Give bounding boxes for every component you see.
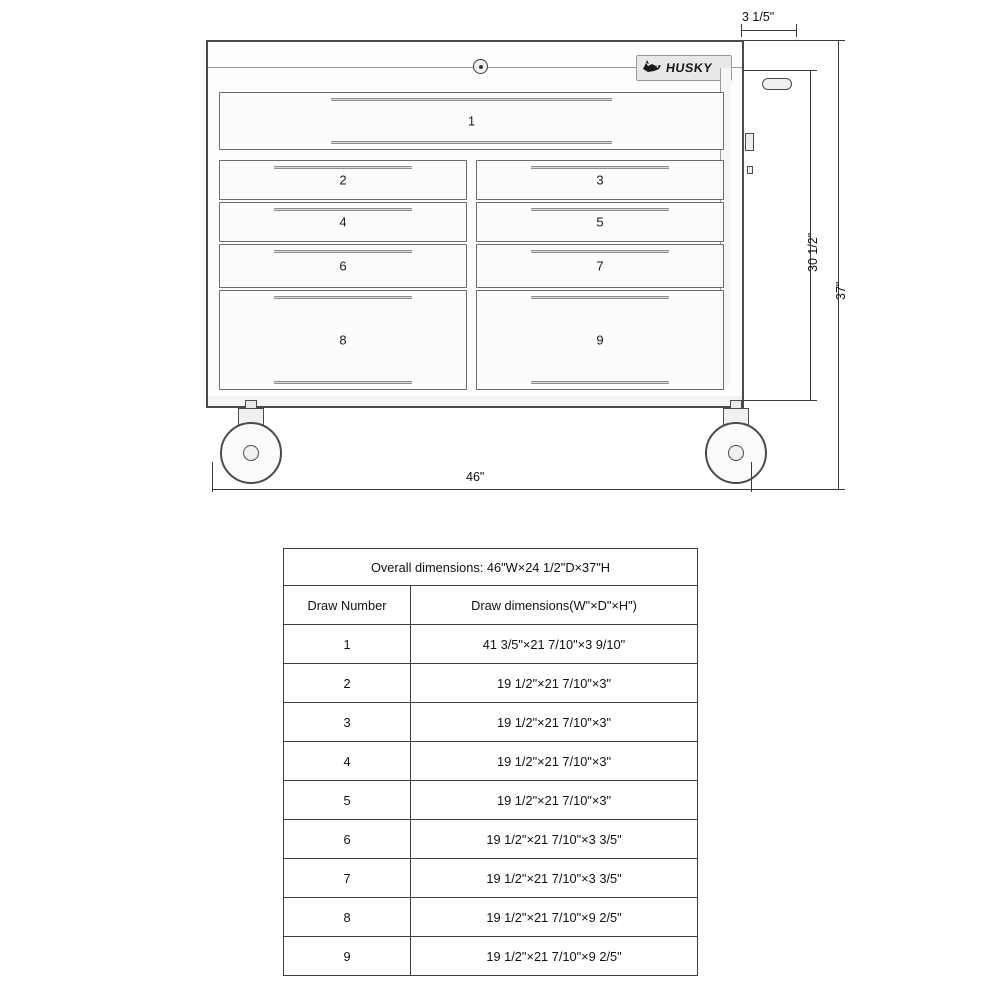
cell-draw-dimensions: 41 3/5"×21 7/10"×3 9/10": [411, 625, 698, 664]
cell-draw-dimensions: 19 1/2"×21 7/10"×3 3/5": [411, 859, 698, 898]
drawer-8[interactable]: [219, 290, 467, 390]
cell-draw-number: 7: [284, 859, 411, 898]
table-row: [284, 937, 698, 976]
table-row: [284, 664, 698, 703]
table-row: [284, 898, 698, 937]
table-row: [284, 781, 698, 820]
ext-line-floor: [752, 489, 838, 490]
cell-draw-number: 1: [284, 625, 411, 664]
ext-line-cabinet-top: [744, 40, 838, 41]
table-row-overall: [284, 549, 698, 586]
drawer-dimensions-table: [283, 548, 698, 976]
cabinet-base-rail: [206, 396, 744, 408]
table-row: [284, 820, 698, 859]
drawer-3-label: 3: [596, 172, 604, 188]
depth-dim-tick-right: [796, 24, 797, 37]
drawer-5-handle-top: [531, 208, 669, 211]
cell-draw-dimensions: 19 1/2"×21 7/10"×9 2/5": [411, 898, 698, 937]
drawer-2-label: 2: [339, 172, 347, 188]
table-row: [284, 625, 698, 664]
drawer-2-handle-top: [274, 166, 412, 169]
depth-dim-tick-left: [741, 24, 742, 37]
body-height-label: 30 1/2": [806, 232, 820, 272]
drawer-6[interactable]: [219, 244, 467, 288]
drawer-2[interactable]: [219, 160, 467, 200]
cell-draw-dimensions: 19 1/2"×21 7/10"×9 2/5": [411, 937, 698, 976]
cell-draw-number: 3: [284, 703, 411, 742]
table-header-row: [284, 586, 698, 625]
header-draw-dimensions: Draw dimensions(W"×D"×H"): [411, 586, 698, 625]
drawer-8-handle-top: [274, 296, 412, 299]
drawer-7[interactable]: [476, 244, 724, 288]
depth-dim-line: [741, 30, 797, 31]
drawer-7-handle-top: [531, 250, 669, 253]
drawer-3[interactable]: [476, 160, 724, 200]
cell-draw-dimensions: 19 1/2"×21 7/10"×3": [411, 742, 698, 781]
table-row: [284, 859, 698, 898]
drawer-stack: [219, 68, 731, 384]
drawer-1[interactable]: [219, 92, 724, 150]
drawer-6-handle-top: [274, 250, 412, 253]
drawer-9-handle-bottom: [531, 381, 669, 384]
caster-left-hub: [243, 445, 259, 461]
side-latch[interactable]: [745, 133, 754, 151]
drawer-4-handle-top: [274, 208, 412, 211]
drawer-1-handle-bottom: [331, 141, 613, 144]
width-tick-left: [212, 462, 213, 492]
drawer-1-handle-top: [331, 98, 613, 101]
ext-line-mid: [744, 400, 810, 401]
drawer-5[interactable]: [476, 202, 724, 242]
drawer-9-label: 9: [596, 332, 604, 348]
drawer-1-label: 1: [467, 113, 476, 129]
cell-draw-number: 6: [284, 820, 411, 859]
total-height-label: 37": [834, 281, 848, 300]
drawer-5-label: 5: [596, 214, 604, 230]
table-row: [284, 742, 698, 781]
drawer-4-label: 4: [339, 214, 347, 230]
cell-draw-dimensions: 19 1/2"×21 7/10"×3": [411, 703, 698, 742]
drawer-8-handle-bottom: [274, 381, 412, 384]
caster-left: [215, 408, 287, 488]
cell-draw-number: 4: [284, 742, 411, 781]
width-tick-right: [751, 462, 752, 492]
cell-draw-number: 2: [284, 664, 411, 703]
drawer-7-label: 7: [596, 258, 604, 274]
overall-dimensions-cell: Overall dimensions: 46"W×24 1/2"D×37"H: [284, 549, 698, 586]
cabinet-body: [206, 40, 744, 398]
cell-draw-number: 8: [284, 898, 411, 937]
drawer-4[interactable]: [219, 202, 467, 242]
cell-draw-dimensions: 19 1/2"×21 7/10"×3": [411, 664, 698, 703]
drawer-9-handle-top: [531, 296, 669, 299]
cell-draw-dimensions: 19 1/2"×21 7/10"×3": [411, 781, 698, 820]
ext-line-top: [744, 70, 810, 71]
cell-draw-number: 5: [284, 781, 411, 820]
width-label: 46": [466, 470, 485, 484]
width-dim-line: [212, 489, 752, 490]
caster-right: [700, 408, 772, 488]
total-height-dim-line: [838, 40, 839, 490]
side-grab-handle[interactable]: [762, 78, 792, 90]
depth-dim-label: 3 1/5": [742, 10, 775, 24]
caster-right-hub: [728, 445, 744, 461]
drawer-8-label: 8: [339, 332, 347, 348]
husky-wordmark: HUSKY: [665, 61, 714, 75]
drawer-9[interactable]: [476, 290, 724, 390]
cell-draw-number: 9: [284, 937, 411, 976]
table-row: [284, 703, 698, 742]
header-draw-number: Draw Number: [284, 586, 411, 625]
drawer-6-label: 6: [339, 258, 347, 274]
side-latch-small[interactable]: [747, 166, 753, 174]
cell-draw-dimensions: 19 1/2"×21 7/10"×3 3/5": [411, 820, 698, 859]
drawer-3-handle-top: [531, 166, 669, 169]
